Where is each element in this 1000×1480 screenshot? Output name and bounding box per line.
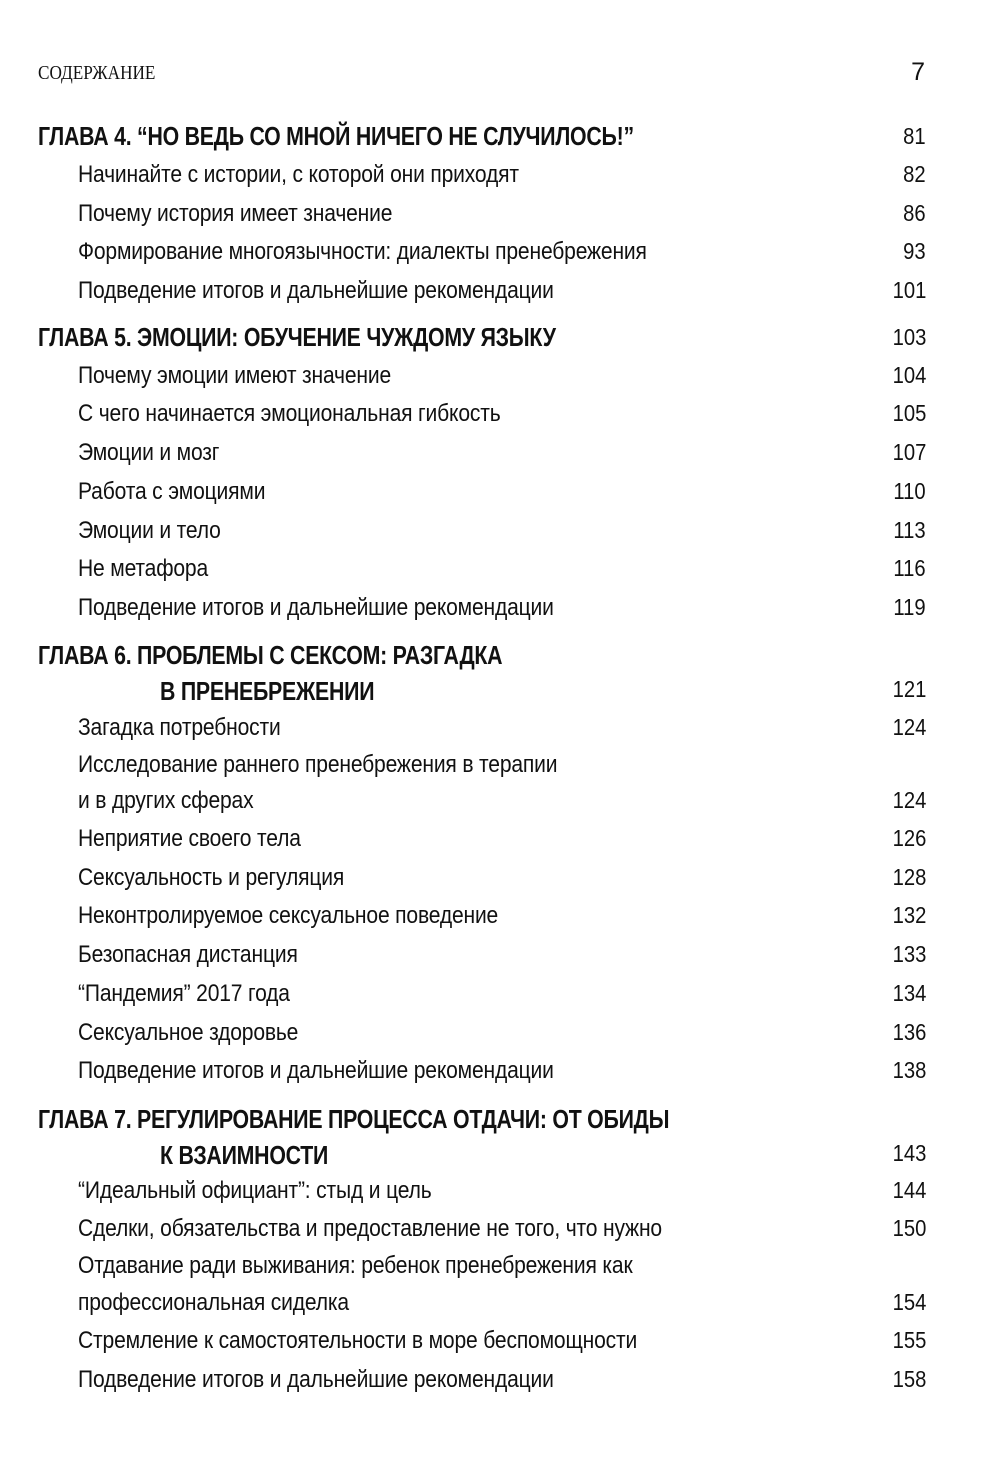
toc-item: [0, 478, 1000, 514]
item-page: 134: [892, 980, 926, 1006]
chapter-page: 103: [892, 324, 926, 350]
page-number: 7: [911, 58, 925, 86]
item-title: Неконтролируемое сексуальное поведение: [78, 902, 499, 929]
chapter-title-line2: К ВЗАИМНОСТИ: [160, 1140, 329, 1170]
toc-item: [0, 594, 1000, 630]
toc-item: [0, 277, 1000, 313]
toc-chapter-cont: [0, 1140, 1000, 1176]
item-page: 104: [892, 362, 926, 388]
item-title-line2: профессиональная сиделка: [78, 1289, 349, 1316]
running-title: СОДЕРЖАНИЕ: [38, 62, 156, 84]
toc-item: [0, 1366, 1000, 1402]
toc-item: [0, 864, 1000, 900]
toc-item: [0, 238, 1000, 274]
chapter-page: 121: [892, 676, 926, 702]
item-title: Подведение итогов и дальнейшие рекомендации: [78, 1057, 554, 1084]
chapter-title-line1: ГЛАВА 6. ПРОБЛЕМЫ С СЕКСОМ: РАЗГАДКА: [38, 640, 503, 670]
item-title: Почему эмоции имеют значение: [78, 362, 391, 389]
item-page: 82: [903, 161, 926, 187]
item-title: Подведение итогов и дальнейшие рекомендации: [78, 277, 554, 304]
item-title: Почему история имеет значение: [78, 200, 393, 227]
item-title: Подведение итогов и дальнейшие рекомендации: [78, 594, 554, 621]
toc-item: [0, 400, 1000, 436]
item-page: 132: [892, 902, 926, 928]
item-page: 138: [892, 1057, 926, 1083]
item-page: 116: [893, 555, 926, 581]
toc-item: [0, 1057, 1000, 1093]
item-title: Безопасная дистанция: [78, 941, 298, 968]
toc-item: [0, 1215, 1000, 1251]
item-title-line2: и в других сферах: [78, 787, 254, 814]
toc-item: [0, 980, 1000, 1016]
toc-chapter: [0, 640, 1000, 676]
toc-item: [0, 941, 1000, 977]
item-title: Стремление к самостоятельности в море беспомощности: [78, 1327, 638, 1354]
toc-item: [0, 1019, 1000, 1055]
item-page: 110: [893, 478, 926, 504]
item-title: “Пандемия” 2017 года: [78, 980, 290, 1007]
toc-item: [0, 902, 1000, 938]
item-title-line1: Отдавание ради выживания: ребенок пренебрежения как: [78, 1252, 633, 1279]
toc-item: [0, 517, 1000, 553]
item-title: “Идеальный официант”: стыд и цель: [78, 1177, 432, 1204]
item-title: Сексуальное здоровье: [78, 1019, 299, 1046]
toc-chapter: [0, 322, 1000, 358]
toc-item: [0, 714, 1000, 750]
item-page: 107: [892, 439, 926, 465]
toc-chapter-cont: [0, 676, 1000, 712]
item-page: 158: [892, 1366, 926, 1392]
item-page: 113: [893, 517, 926, 543]
item-page: 154: [892, 1289, 926, 1315]
item-title: Начинайте с истории, с которой они приходят: [78, 161, 519, 188]
toc-item: [0, 161, 1000, 197]
chapter-title-line2: В ПРЕНЕБРЕЖЕНИИ: [160, 676, 375, 706]
item-page: 128: [892, 864, 926, 890]
chapter-page: 143: [892, 1140, 926, 1166]
toc-item: [0, 1177, 1000, 1213]
toc-chapter: [0, 1104, 1000, 1140]
item-title: Загадка потребности: [78, 714, 281, 741]
toc-item: [0, 200, 1000, 236]
chapter-title-line1: ГЛАВА 7. РЕГУЛИРОВАНИЕ ПРОЦЕССА ОТДАЧИ: ОТ ОБИДЫ: [38, 1104, 670, 1134]
item-page: 93: [903, 238, 926, 264]
item-page: 105: [892, 400, 926, 426]
chapter-title: ГЛАВА 5. ЭМОЦИИ: ОБУЧЕНИЕ ЧУЖДОМУ ЯЗЫКУ: [38, 322, 556, 352]
item-page: 119: [893, 594, 926, 620]
item-title: Не метафора: [78, 555, 209, 582]
item-page: 150: [892, 1215, 926, 1241]
item-page: 136: [892, 1019, 926, 1045]
item-page: 155: [892, 1327, 926, 1353]
toc-item-cont: [0, 1289, 1000, 1325]
toc-item-cont: [0, 787, 1000, 823]
item-page: 124: [892, 787, 926, 813]
item-page: 144: [892, 1177, 926, 1203]
item-page: 126: [892, 825, 926, 851]
item-page: 133: [892, 941, 926, 967]
item-title: С чего начинается эмоциональная гибкость: [78, 400, 501, 427]
chapter-title: ГЛАВА 4. “НО ВЕДЬ СО МНОЙ НИЧЕГО НЕ СЛУЧИЛОСЬ!”: [38, 121, 634, 151]
item-title: Формирование многоязычности: диалекты пренебрежения: [78, 238, 647, 265]
item-title: Работа с эмоциями: [78, 478, 266, 505]
toc-item: [0, 555, 1000, 591]
item-title: Сексуальность и регуляция: [78, 864, 345, 891]
chapter-page: 81: [903, 123, 926, 149]
item-title: Эмоции и мозг: [78, 439, 220, 466]
item-page: 124: [892, 714, 926, 740]
toc-item: [0, 1252, 1000, 1288]
item-title: Эмоции и тело: [78, 517, 221, 544]
toc-item: [0, 825, 1000, 861]
item-title: Сделки, обязательства и предоставление не того, что нужно: [78, 1215, 662, 1242]
toc-chapter: [0, 121, 1000, 157]
toc-item: [0, 1327, 1000, 1363]
item-title: Неприятие своего тела: [78, 825, 301, 852]
item-title-line1: Исследование раннего пренебрежения в терапии: [78, 751, 558, 778]
toc-item: [0, 439, 1000, 475]
item-page: 101: [892, 277, 926, 303]
toc-item: [0, 751, 1000, 787]
toc-item: [0, 362, 1000, 398]
item-title: Подведение итогов и дальнейшие рекомендации: [78, 1366, 554, 1393]
item-page: 86: [903, 200, 926, 226]
